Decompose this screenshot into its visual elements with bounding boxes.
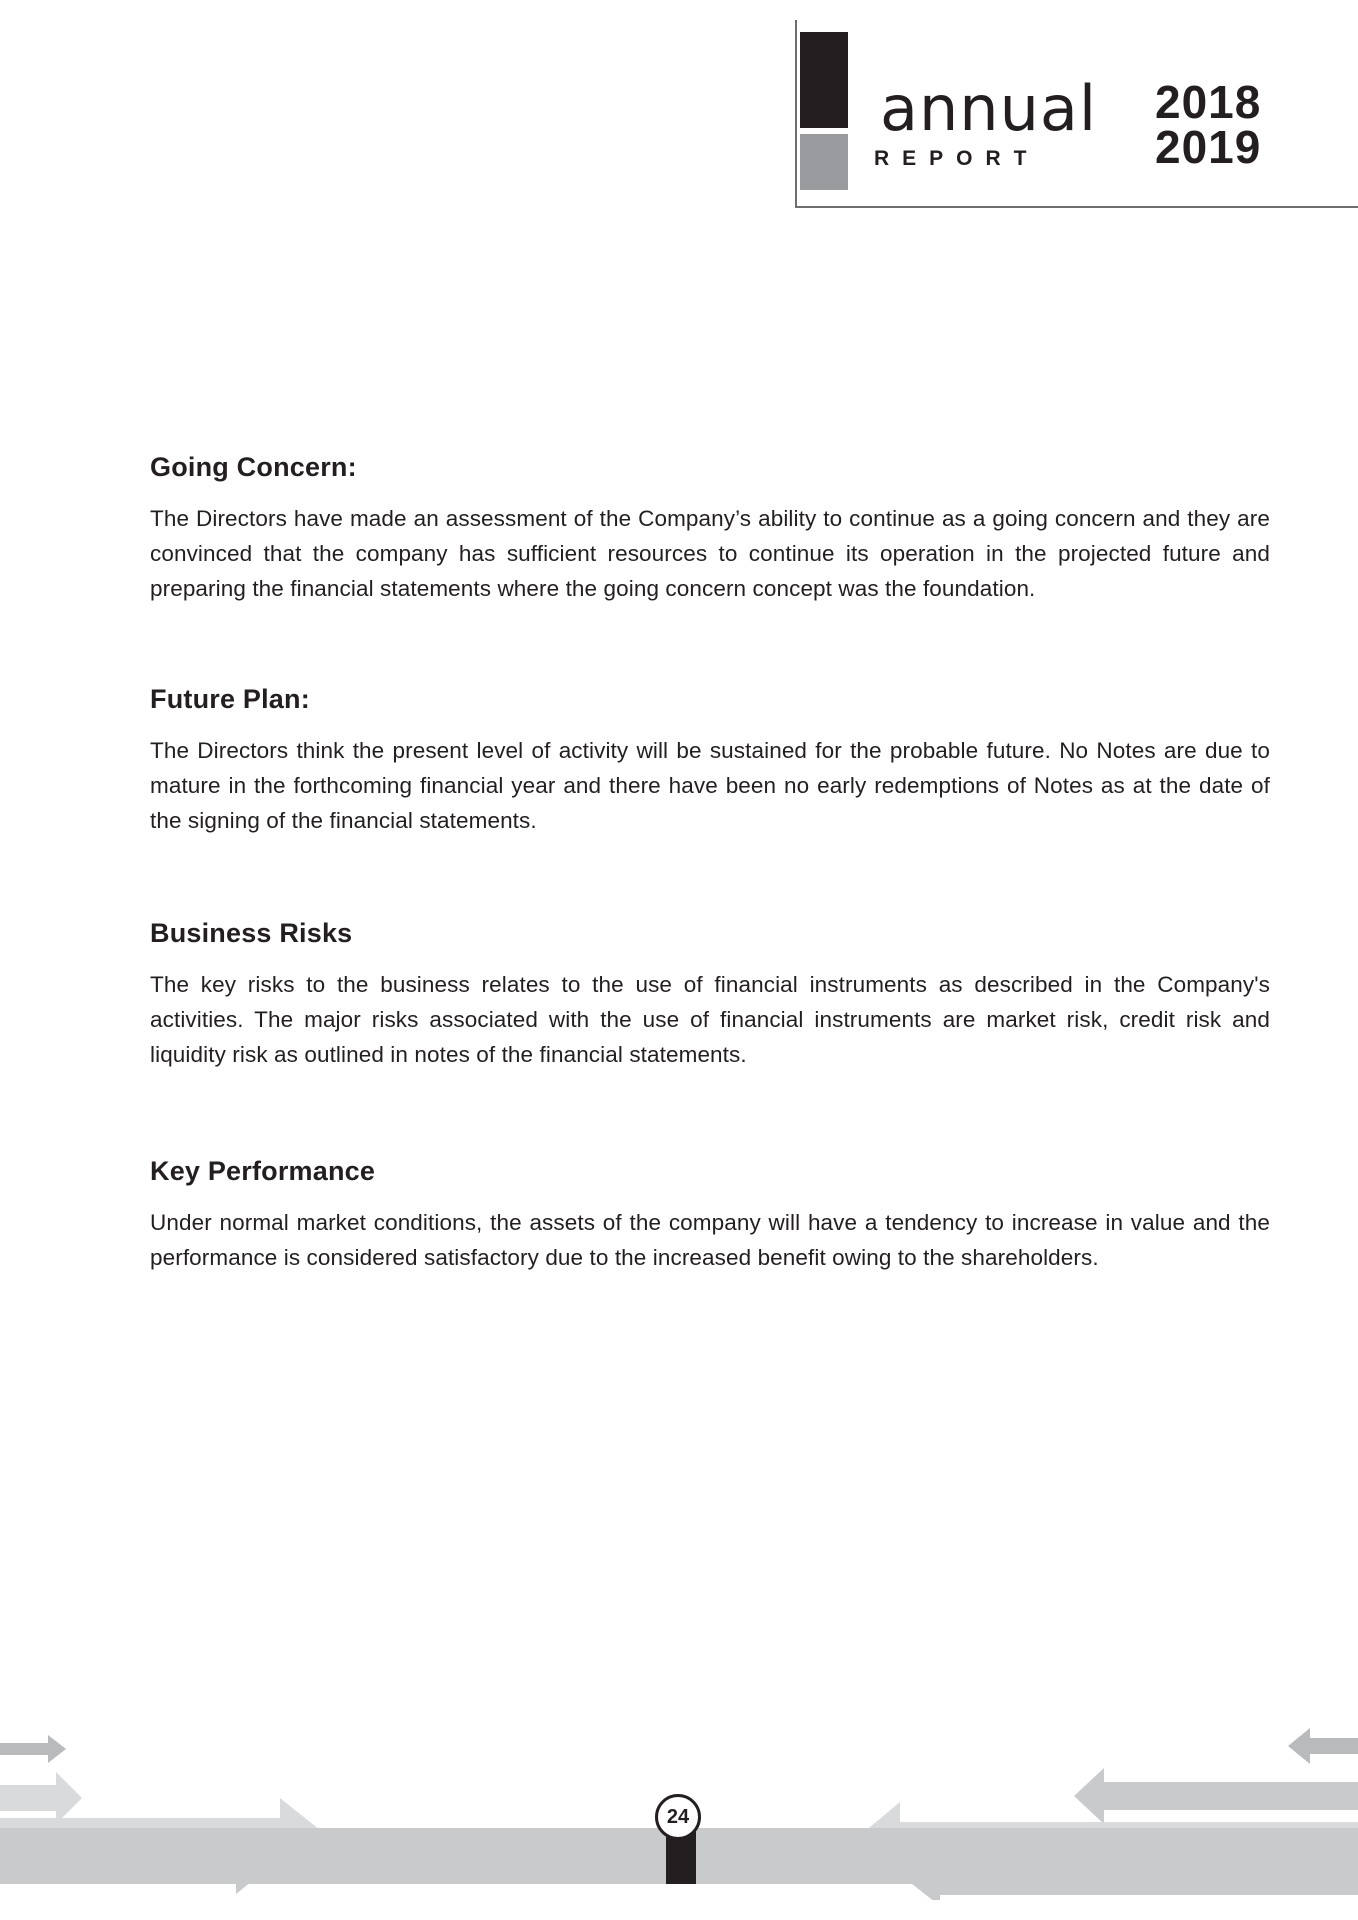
logo-annual-text: annual (880, 72, 1098, 145)
document-body (150, 452, 1270, 1275)
header-rule-bottom (795, 206, 1358, 208)
section-paragraph: Under normal market conditions, the assets of the company will have a tendency to increase in value and the performance is considered satisfactory due to the increased benefit owing to the shareholders. (150, 1210, 1270, 1270)
section-heading: Business Risks (150, 918, 353, 948)
page-header (0, 0, 1358, 215)
section-spacer (150, 838, 1270, 918)
header-rule-left (795, 20, 797, 208)
section-future-plan (150, 684, 1270, 838)
logo-years (1155, 76, 1262, 173)
logo-block-dark-icon (800, 32, 848, 128)
section-going-concern (150, 452, 1270, 606)
section-heading: Key Performance (150, 1156, 376, 1186)
section-business-risks (150, 918, 1270, 1072)
section-paragraph: The key risks to the business relates to the use of financial instruments as described in the Company's activities. The major risks associated with the use of financial instruments are market risk, credit risk and liquidity risk as outlined in notes of the financial statements. (150, 972, 1270, 1067)
section-key-performance (150, 1156, 1270, 1275)
logo-block-grey-icon (800, 134, 848, 190)
page-number-badge: 24 (655, 1794, 701, 1840)
section-paragraph: The Directors have made an assessment of the Company’s ability to continue as a going concern and they are convinced that the company has sufficient resources to continue its operation in the projected future and preparing the financial statements where the going concern concept was the foundation. (150, 506, 1270, 601)
section-heading: Going Concern: (150, 452, 357, 482)
section-spacer (150, 606, 1270, 684)
logo-year-bottom: 2019 (1155, 121, 1262, 173)
section-spacer (150, 1072, 1270, 1156)
logo-year-top: 2018 (1155, 76, 1262, 128)
section-paragraph: The Directors think the present level of activity will be sustained for the probable future. No Notes are due to mature in the forthcoming financial year and there have been no early redemptions of Notes as at the date of the signing of the financial statements. (150, 738, 1270, 833)
logo-report-text: REPORT (874, 147, 1040, 170)
section-heading: Future Plan: (150, 684, 310, 714)
